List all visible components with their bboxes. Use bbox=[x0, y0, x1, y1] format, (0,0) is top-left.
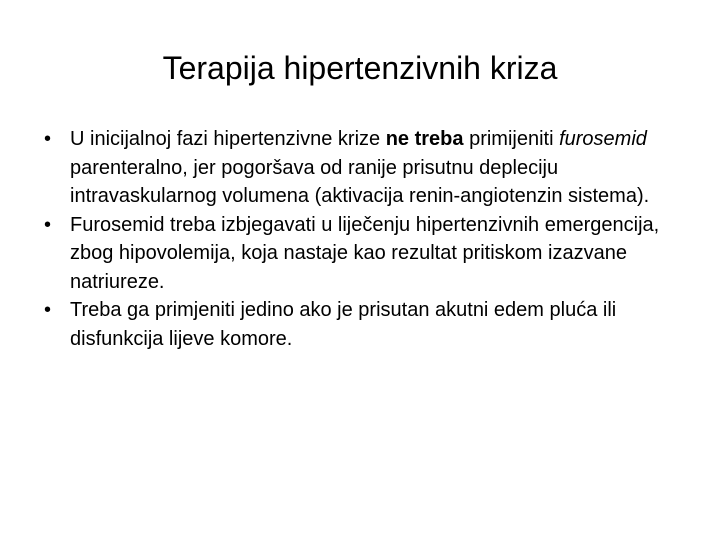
bullet-text: Furosemid treba izbjegavati u liječenju hipertenzivnih emergencija, zbog hipovolemija, koja nastaje kao rezultat pritiskom izazvane natriureze. bbox=[70, 213, 660, 293]
bullet-text-part: parenteralno, jer pogoršava od ranije prisutnu depleciju intravaskularnog volumena (aktivacija renin-angiotenzin sistema). bbox=[70, 156, 650, 207]
bullet-text-bold: ne treba bbox=[385, 128, 464, 150]
bullet-text-part: U inicijalnoj fazi hipertenzivne krize bbox=[70, 128, 386, 150]
bullet-item-avoid-furosemid bbox=[44, 211, 704, 297]
bullet-icon: • bbox=[44, 213, 52, 236]
bullet-icon: • bbox=[44, 299, 52, 321]
bullet-icon: • bbox=[44, 128, 52, 150]
bullet-text-part: primijeniti bbox=[463, 128, 560, 150]
bullet-item-furosemid-contraindication bbox=[44, 125, 704, 211]
bullet-text: Treba ga primjeniti jedino ako je prisutan akutni edem pluća ili disfunkcija lijeve komore. bbox=[70, 299, 617, 350]
bullet-text-italic: furosemid bbox=[559, 128, 647, 150]
slide-title: Terapija hipertenzivnih kriza bbox=[162, 50, 558, 86]
bullet-text bbox=[70, 128, 649, 207]
bullet-item-indication bbox=[44, 296, 704, 353]
bullet-list bbox=[44, 125, 704, 353]
